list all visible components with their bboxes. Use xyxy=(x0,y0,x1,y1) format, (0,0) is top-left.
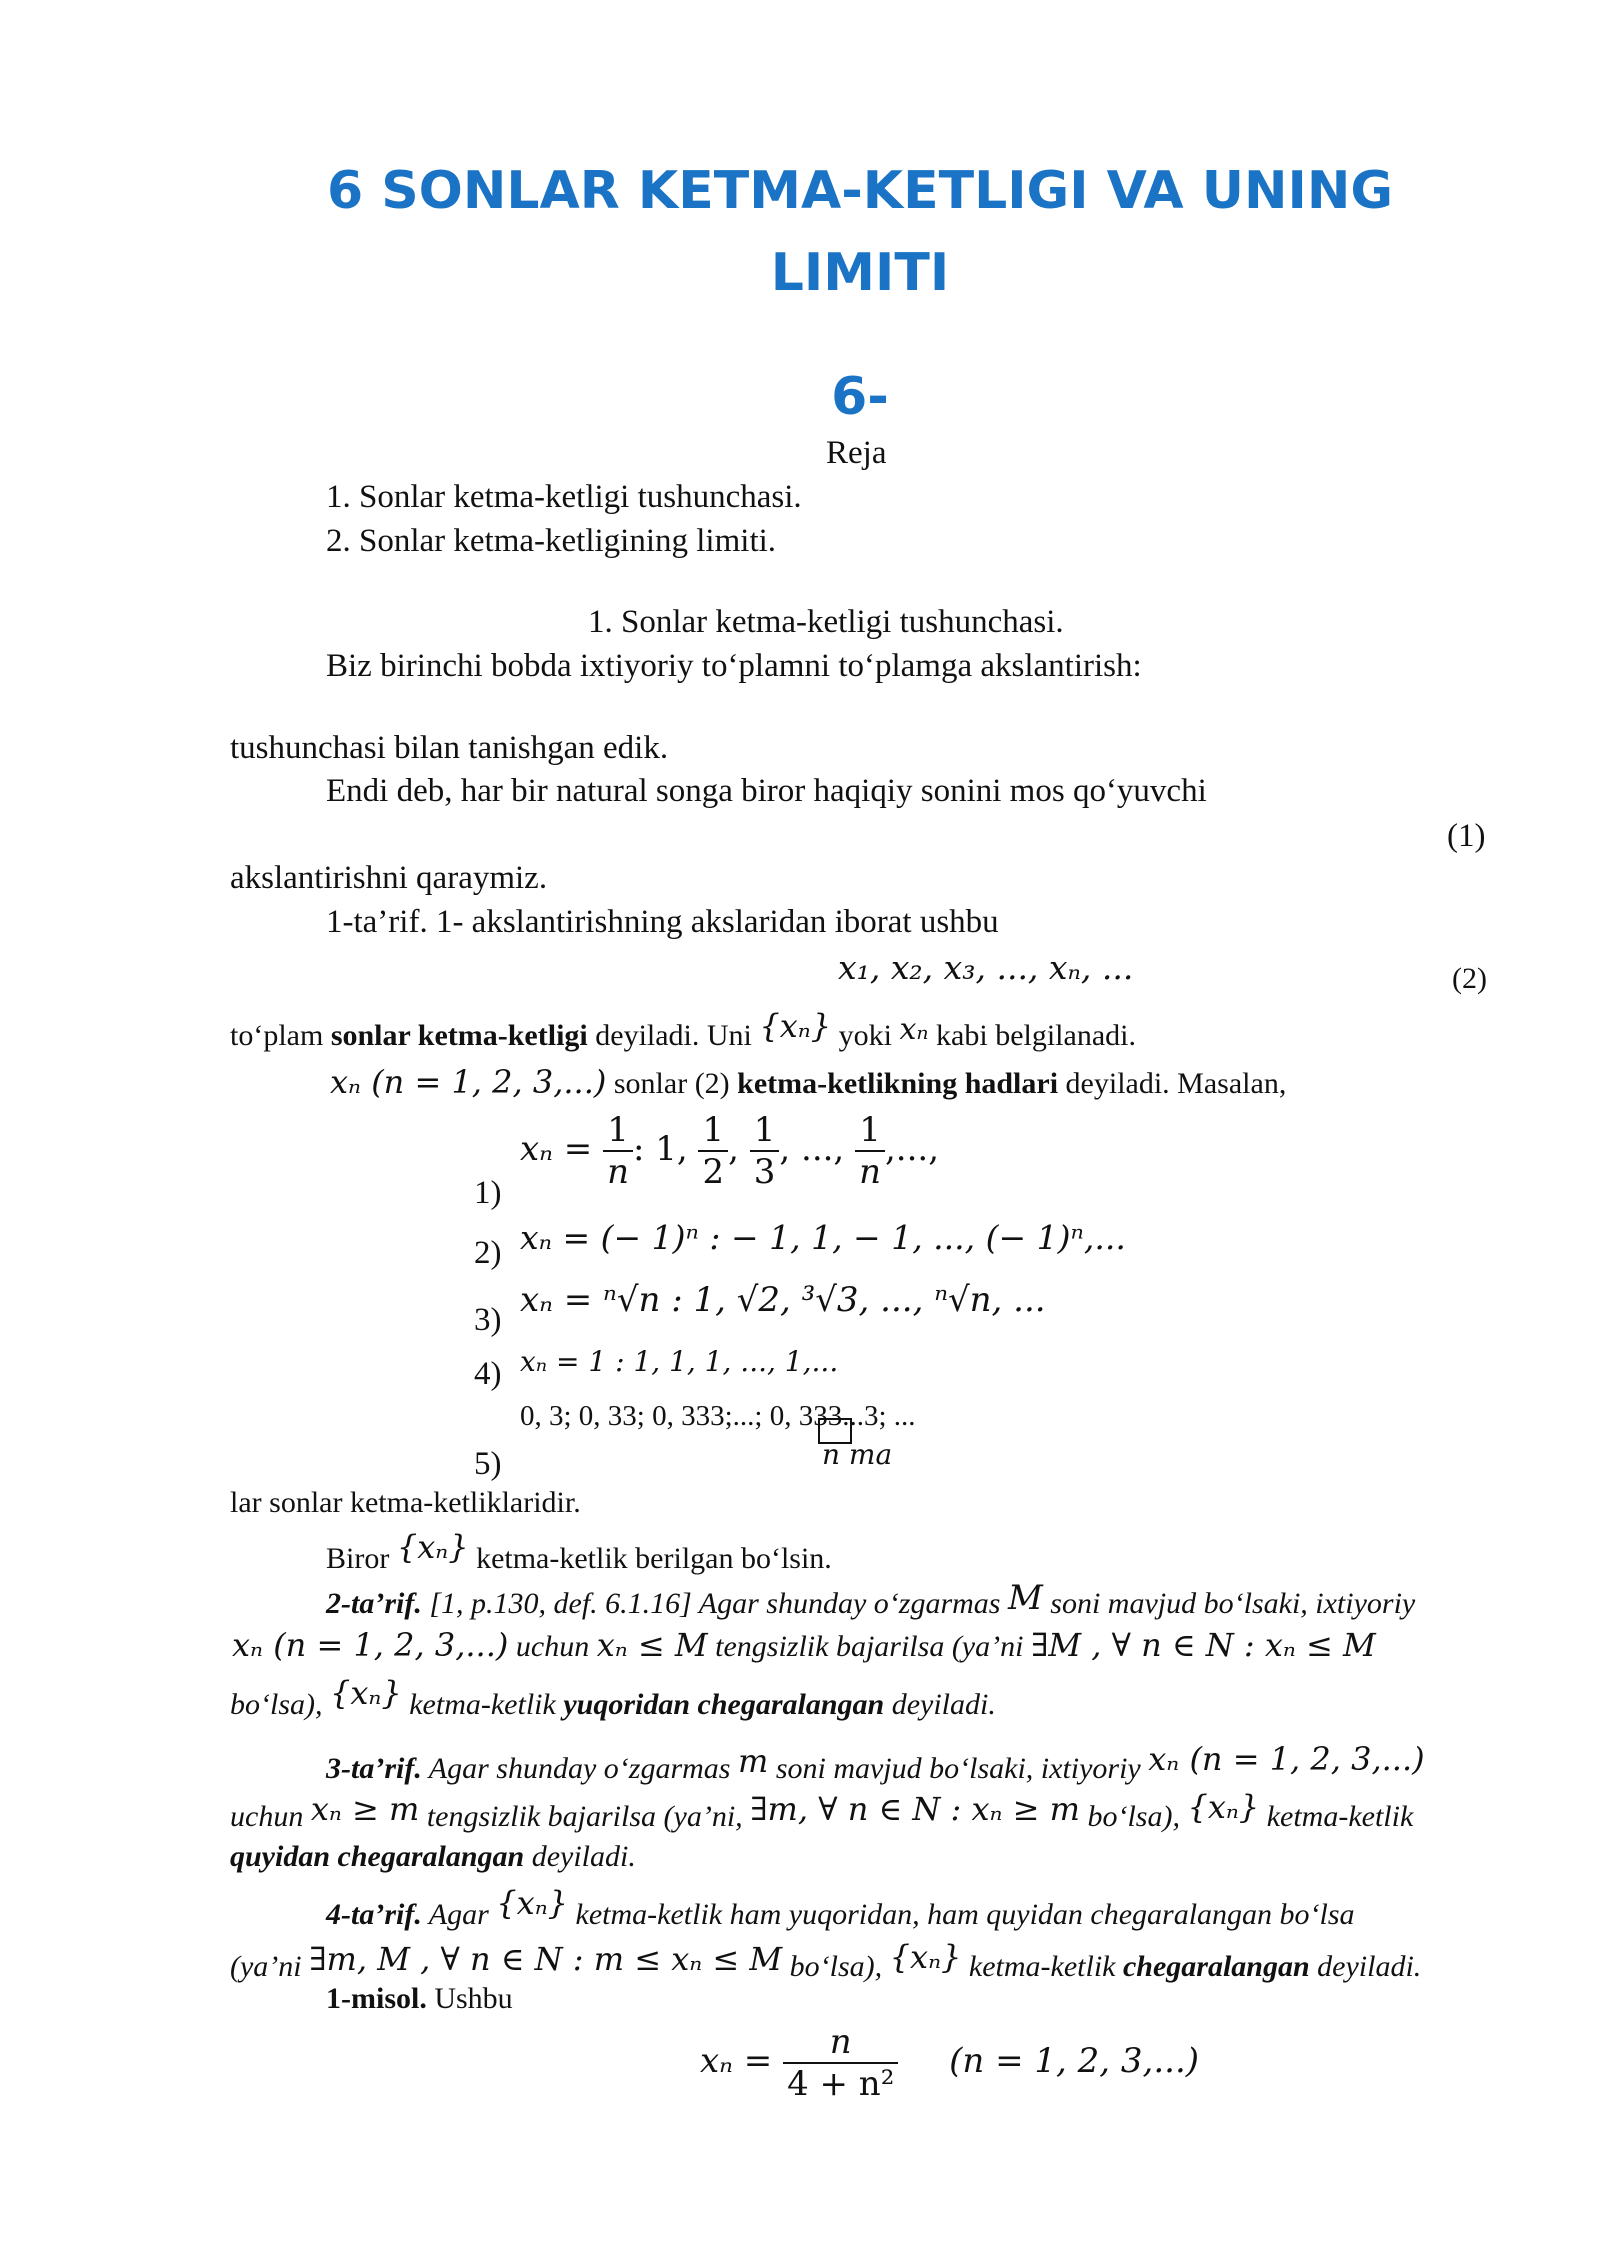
definition-3-line-1: 3-ta’rif. Agar shunday o‘zgarmas m soni mavjud bo‘lsaki, ixtiyoriy xₙ (n = 1, 2, 3,...) xyxy=(326,1740,1425,1785)
sequence-formula: x₁, x₂, x₃, ..., xₙ, ... xyxy=(838,948,1134,987)
page-title-line2: LIMITI xyxy=(770,243,950,303)
paragraph-1b: tushunchasi bilan tanishgan edik. xyxy=(230,730,669,766)
definition-4-line-1: 4-ta’rif. Agar {xₙ} ketma-ketlik ham yuqoridan, ham quyidan chegaralangan bo‘lsa xyxy=(326,1884,1355,1931)
example-5-underscript: n та xyxy=(822,1438,893,1471)
paragraph-6: Biror {xₙ} ketma-ketlik berilgan bo‘lsin. xyxy=(326,1528,832,1575)
paragraph-1: Biz birinchi bobda ixtiyoriy to‘plamni to‘plamga akslantirish: xyxy=(326,648,1142,684)
page-title-line1: 6 SONLAR KETMA-KETLIGI VA UNING xyxy=(326,161,1394,221)
fraction: $\frac{1}{n}$ xyxy=(603,1110,633,1192)
definition-2-line-2: xₙ (n = 1, 2, 3,...) uchun xₙ ≤ M tengsizlik bajarilsa (ya’ni ∃M , ∀ n ∈ N : xₙ ≤ M xyxy=(232,1626,1376,1664)
example-label-3: 3) xyxy=(474,1302,502,1338)
example-label-4: 4) xyxy=(474,1356,502,1392)
lecture-number: 6- xyxy=(831,367,889,427)
definition-2-line-1: 2-ta’rif. [1, p.130, def. 6.1.16] Agar shunday o‘zgarmas M soni mavjud bo‘lsaki, ixtiyoriy xyxy=(326,1578,1416,1620)
example-label-1: 1) xyxy=(474,1175,502,1211)
definition-4-line-2: (ya’ni ∃m, M , ∀ n ∈ N : m ≤ xₙ ≤ M bo‘lsa), {xₙ} ketma-ketlik chegaralangan deyiladi. xyxy=(230,1938,1422,1983)
paragraph-3: to‘plam sonlar ketma-ketligi deyiladi. Uni {xₙ} yoki xₙ kabi belgilanadi. xyxy=(230,1007,1136,1052)
paragraph-4: xₙ (n = 1, 2, 3,...) sonlar (2) ketma-ketlikning hadlari deyiladi. Masalan, xyxy=(330,1063,1287,1101)
equation-label-2: (2) xyxy=(1452,962,1487,995)
paragraph-2b: akslantirishni qaraymiz. xyxy=(230,860,548,896)
fraction: $\frac{n}{\text{4 + n²}}$ xyxy=(783,2022,898,2104)
example-1-intro: 1-misol. Ushbu xyxy=(326,1982,513,2015)
section-heading: 1. Sonlar ketma-ketligi tushunchasi. xyxy=(588,604,1064,640)
example-5-formula: 0, 3; 0, 33; 0, 333;...; 0, 333...3; ... xyxy=(520,1400,916,1432)
definition-2-line-3: bo‘lsa), {xₙ} ketma-ketlik yuqoridan chegaralangan deyiladi. xyxy=(230,1674,996,1721)
paragraph-2: Endi deb, har bir natural songa biror haqiqiy sonini mos qo‘yuvchi xyxy=(326,773,1207,809)
example-label-2: 2) xyxy=(474,1235,502,1271)
paragraph-5: lar sonlar ketma-ketliklaridir. xyxy=(230,1486,581,1519)
fraction: $\frac{1}{3}$ xyxy=(750,1110,780,1192)
equation-label-1: (1) xyxy=(1447,818,1486,854)
definition-1: 1-ta’rif. 1- akslantirishning akslaridan iborat ushbu xyxy=(326,904,999,940)
example-label-5: 5) xyxy=(474,1446,502,1482)
fraction: $\frac{1}{n}$ xyxy=(855,1110,885,1192)
plan-item-2: 2. Sonlar ketma-ketligining limiti. xyxy=(326,523,777,559)
definition-3-line-3: quyidan chegaralangan deyiladi. xyxy=(230,1840,636,1873)
example-1-formula: xₙ = $\frac{1}{n}$ : 1, $\frac{1}{2}$ , $\frac{1}{3}$ , ..., $\frac{1}{n}$ ,..., xyxy=(520,1110,940,1192)
definition-3-line-2: uchun xₙ ≥ m tengsizlik bajarilsa (ya’ni, ∃m, ∀ n ∈ N : xₙ ≥ m bo‘lsa), {xₙ} ketma-ketlik xyxy=(230,1788,1414,1833)
example-2-formula: xₙ = (− 1)ⁿ : − 1, 1, − 1, ..., (− 1)ⁿ,... xyxy=(520,1218,1126,1257)
fraction: $\frac{1}{2}$ xyxy=(698,1110,728,1192)
plan-item-1: 1. Sonlar ketma-ketligi tushunchasi. xyxy=(326,479,802,515)
example-3-formula: xₙ = ⁿ√n : 1, √2, ³√3, ..., ⁿ√n, ... xyxy=(520,1280,1046,1320)
plan-heading: Reja xyxy=(826,435,887,471)
example-4-formula: xₙ = 1 : 1, 1, 1, ..., 1,... xyxy=(520,1345,839,1378)
example-1-formula-main: xₙ = $\frac{n}{\text{4 + n²}}$ (n = 1, 2, 3,...) xyxy=(700,2022,1200,2104)
